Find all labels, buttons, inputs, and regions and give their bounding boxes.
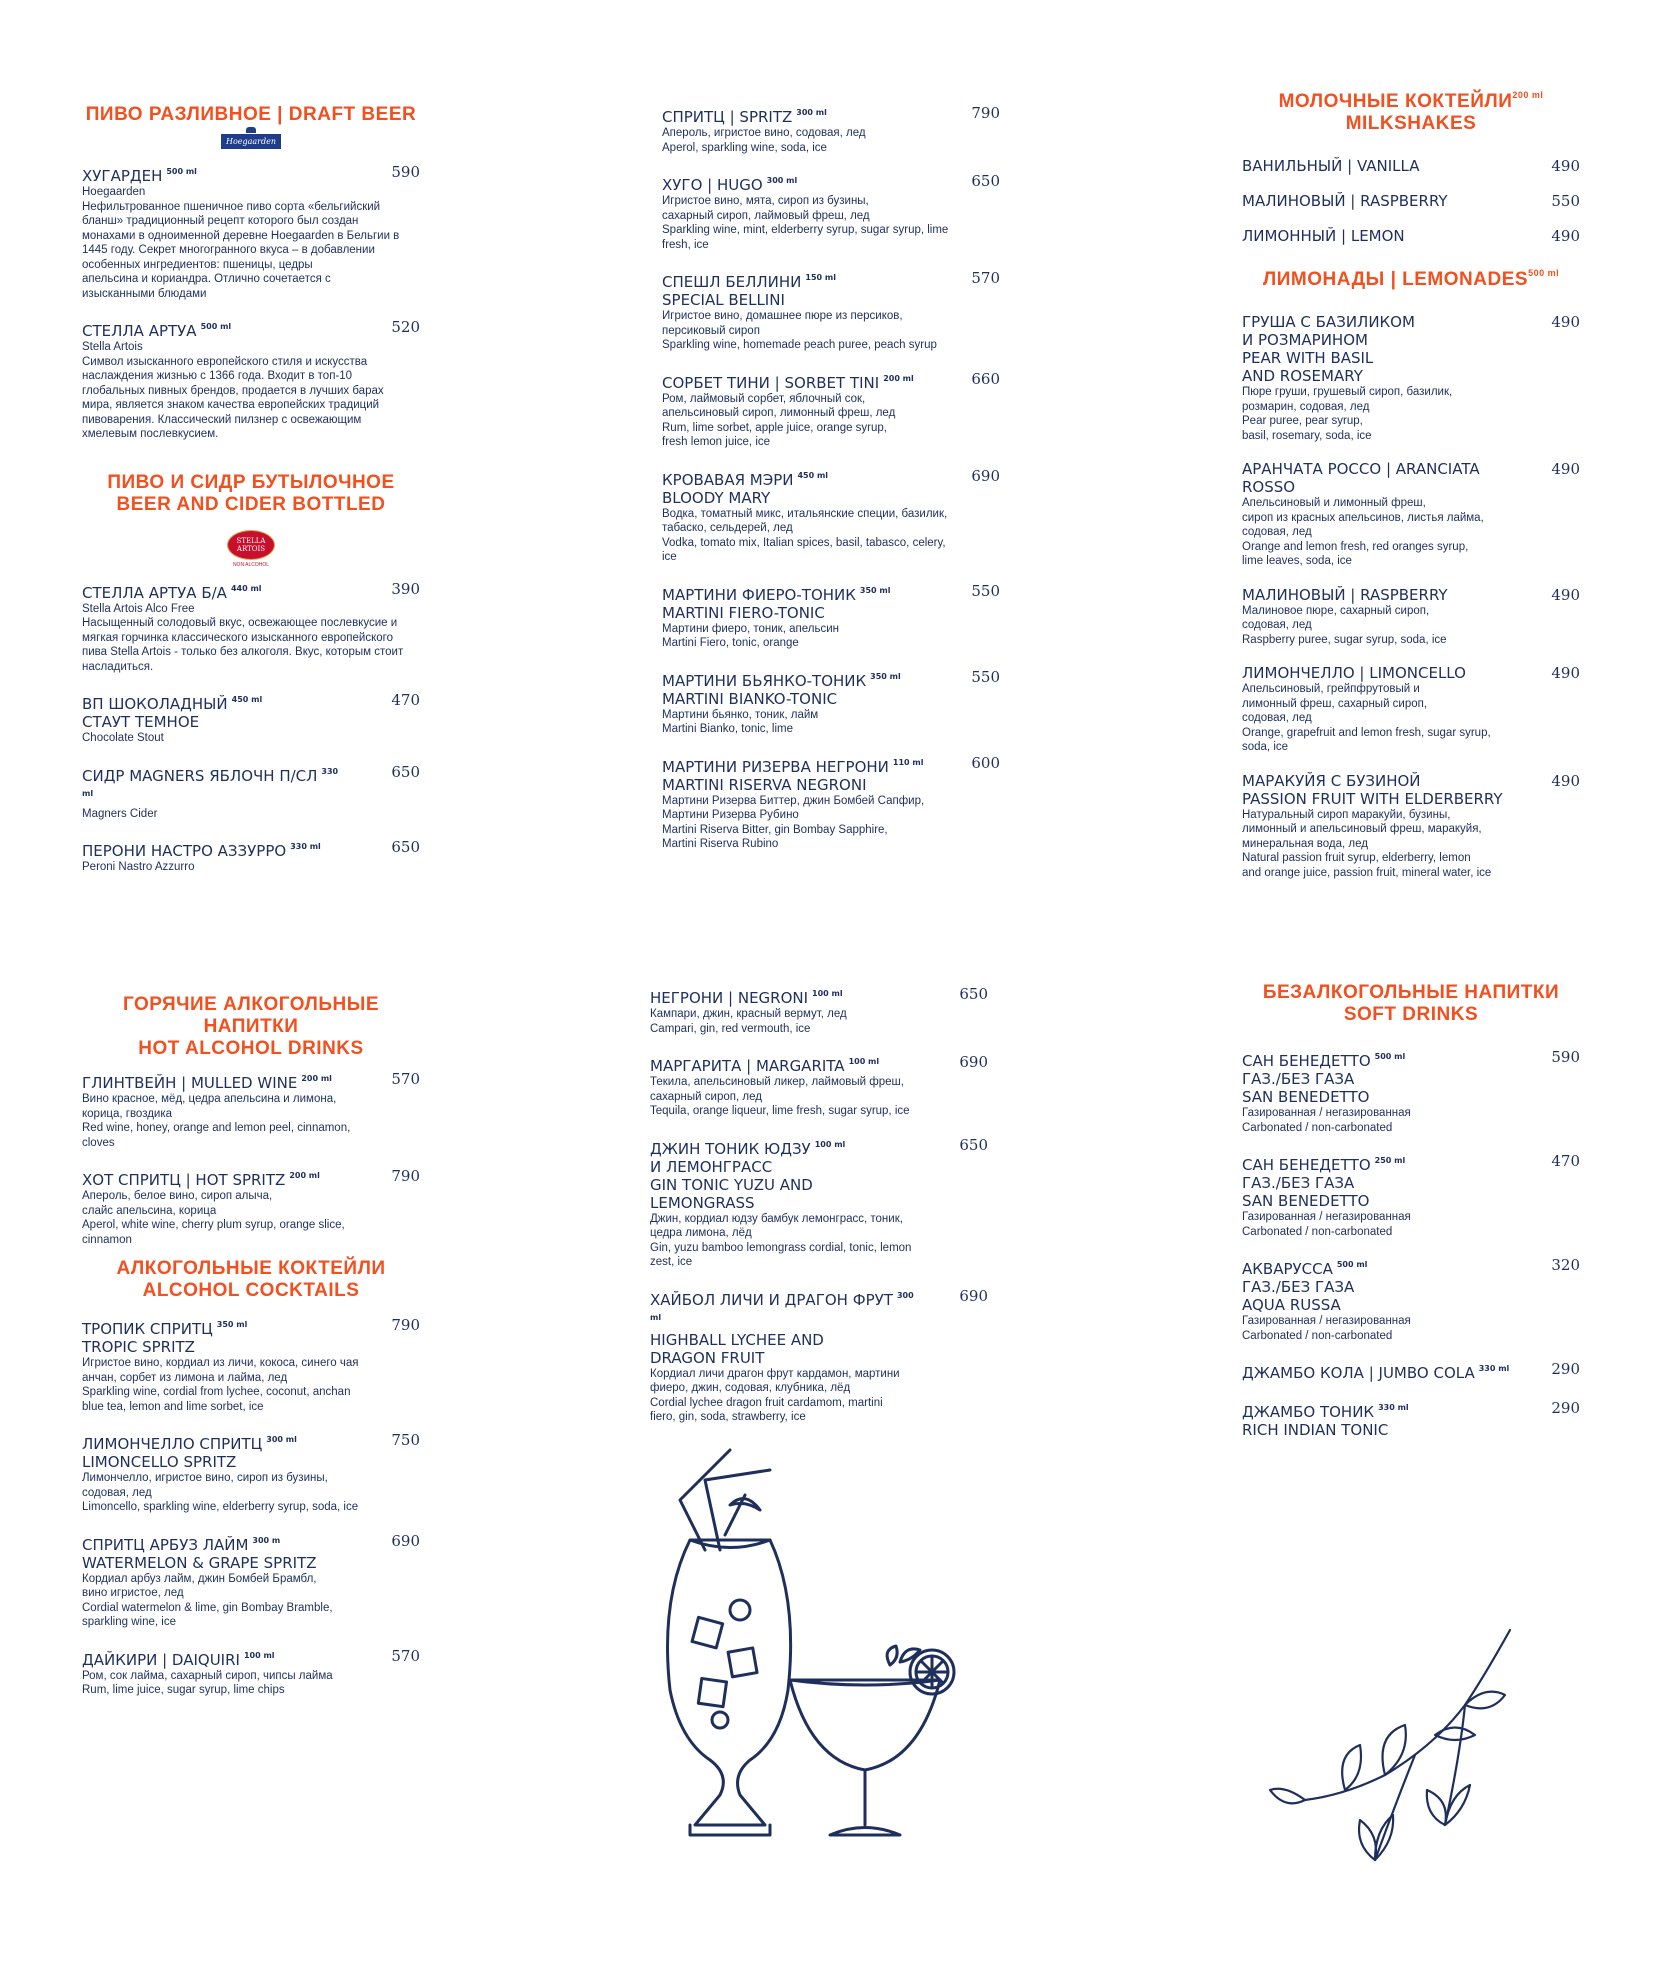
menu-item — [82, 838, 420, 875]
item-price: 520 — [391, 318, 420, 336]
item-description: Ром, сок лайма, сахарный сироп, чипсы лайма Rum, lime juice, sugar syrup, lime chips — [82, 1669, 333, 1696]
item-price: 550 — [971, 581, 1000, 600]
item-name: АКВАРУССА $^{500 ml}$ ГАЗ./БЕЗ ГАЗА AQUA RUSSA — [1242, 1260, 1368, 1314]
menu-item — [1242, 1152, 1580, 1239]
item-name: СОРБЕТ ТИНИ | SORBET TINI $^{200 ml}$ — [662, 373, 914, 392]
item-volume: 250 ml — [1374, 1156, 1406, 1165]
item-volume: 300 ml — [796, 108, 827, 117]
menu-item — [662, 467, 1000, 565]
milkshakes-list — [1242, 157, 1580, 245]
item-description: Водка, томатный микс, итальянские специи, базилик, табаско, сельдерей, лед Vodka, tomato mix, Italian spices, basil, tabasco, celery, ice — [662, 507, 948, 563]
item-price: 550 — [971, 667, 1000, 686]
item-name: СТЕЛЛА АРТУА $^{500 ml}$ — [82, 322, 232, 340]
menu-item — [650, 1136, 988, 1270]
menu-item — [662, 104, 1000, 155]
item-price: 570 — [391, 1070, 420, 1088]
item-volume: 350 ml — [216, 1320, 248, 1329]
item-description: Пюре груши, грушевый сироп, базилик, розмарин, содовая, лед Pear puree, pear syrup, basil, rosemary, soda, ice — [1242, 386, 1453, 442]
menu-item — [82, 580, 420, 675]
menu-item — [82, 1167, 420, 1247]
item-description: Peroni Nastro Azzurro — [82, 861, 195, 873]
column-milkshakes-lemonades — [1242, 84, 1580, 897]
menu-item — [82, 1316, 420, 1414]
item-name: ХАЙБОЛ ЛИЧИ И ДРАГОН ФРУТ $^{300 ml}$ HIGHBALL LYCHEE AND DRAGON FRUIT — [650, 1290, 914, 1367]
item-volume: 100 ml — [243, 1650, 275, 1660]
item-price: 790 — [391, 1316, 420, 1334]
column-draft-beer — [82, 104, 420, 892]
item-description: Апельсиновый, грейпфрутовый и лимонный фреш, сахарный сироп, содовая, лед Orange, grapefruit and lemon fresh, sugar syrup, soda, ice — [1242, 683, 1491, 753]
menu-item — [82, 318, 420, 442]
item-name: НЕГРОНИ | NEGRONI $^{100 ml}$ — [650, 989, 843, 1007]
menu-item — [1242, 460, 1580, 569]
item-price: 570 — [971, 269, 1000, 287]
item-volume: 330 ml — [82, 766, 339, 798]
menu-item — [1242, 227, 1580, 245]
item-price: 650 — [971, 172, 1000, 190]
item-volume: 330 ml — [1378, 1403, 1409, 1412]
item-price: 650 — [959, 985, 988, 1003]
item-name: ВП ШОКОЛАДНЫЙ $^{450 ml}$ СТАУТ ТЕМНОЕ — [82, 695, 263, 731]
item-name: МАРАКУЙЯ С БУЗИНОЙ PASSION FRUIT WITH ELDERBERRY — [1242, 771, 1503, 808]
lemonades-list — [1242, 313, 1580, 880]
item-volume: 330 ml — [290, 842, 321, 851]
item-price: 650 — [391, 838, 420, 856]
item-description: Magners Cider — [82, 807, 158, 820]
menu-item — [1242, 1360, 1580, 1382]
menu-item — [1242, 664, 1580, 755]
item-volume: 200 ml — [883, 373, 914, 383]
item-price: 490 — [1551, 460, 1580, 478]
item-price: 600 — [971, 753, 1000, 772]
section-title-draft-beer: ПИВО РАЗЛИВНОЕ | DRAFT BEER — [85, 104, 417, 125]
item-name: МАРГАРИТА | MARGARITA $^{100 ml}$ — [650, 1057, 880, 1075]
item-price: 390 — [391, 579, 420, 598]
item-description: Кордиал арбуз лайм, джин Бомбей Брамбл, вино игристое, лед Cordial watermelon & lime, gin Bombay Bramble, sparkling wine, ice — [82, 1572, 333, 1628]
item-name: ЛИМОНЧЕЛЛО | LIMONCELLO — [1242, 664, 1466, 682]
item-volume: 500 ml — [200, 322, 232, 331]
item-price: 490 — [1551, 227, 1580, 245]
section-title-alcohol-cocktails: АЛКОГОЛЬНЫЕ КОКТЕЙЛИ ALCOHOL COCKTAILS — [116, 1258, 386, 1301]
item-volume: 300 m — [252, 1535, 281, 1545]
item-description: Газированная / негазированная Carbonated / non-carbonated — [1242, 1107, 1411, 1134]
item-volume: 100 ml — [848, 1057, 880, 1066]
item-description: Ром, лаймовый сорбет, яблочный сок, апельсиновый сироп, лимонный фреш, лед Rum, lime sorbet, apple juice, orange syrup, fresh lemon juice, ice — [662, 392, 896, 448]
item-volume: 200 ml — [301, 1074, 332, 1083]
item-price: 750 — [391, 1431, 420, 1449]
section-title-hot-alcohol: ГОРЯЧИЕ АЛКОГОЛЬНЫЕ НАПИТКИ HOT ALCOHOL DRINKS — [122, 994, 380, 1059]
item-volume: 350 ml — [859, 585, 891, 595]
section-title-lemonades: ЛИМОНАДЫ | $LEMONADES^{500 ml}$ — [1262, 268, 1560, 290]
item-description: Hoegaarden Нефильтрованное пшеничное пиво сорта «бельгийский бланш» традиционный рецепт которого был создан монахами в одноименной деревне Hoegaarden в Бельгии в 1445 году. Секрет многогранного вкуса – в добавлении особенных ингредиентов: пшеницы, цедры апельсина и кориандра. Отлично сочетается с изысканными блюдами — [82, 186, 400, 300]
item-description: Апероль, игристое вино, содовая, лед Aperol, sparkling wine, soda, ice — [662, 127, 866, 154]
menu-item — [662, 582, 1000, 651]
item-description: Газированная / негазированная Carbonated / non-carbonated — [1242, 1315, 1411, 1342]
item-price: 490 — [1551, 585, 1580, 604]
item-name: ХУГАРДЕН $^{500 ml}$ — [82, 167, 197, 185]
item-description: Stella Artois Alco Free Насыщенный солодовый вкус, освежающее послевкусие и мягкая горчинка классического изысканного европейского пива Stella Artois - только без алкоголя. Вкус, которым стоит насладиться. — [82, 602, 404, 673]
menu-item — [1242, 1399, 1580, 1439]
item-description: Stella Artois Символ изысканного европейского стиля и искусства наслаждения жизнью с 1366 года. Входит в топ-10 глобальных пивных брендов, продается в лучших барах мира, является знаком качества европейских традиций пивоварения. Классический пилзнер с освежающим хмелевым послевкусием. — [82, 341, 384, 440]
menu-item — [1242, 772, 1580, 881]
bottled-beer-list — [82, 580, 420, 875]
item-price: 490 — [1551, 157, 1580, 175]
item-description: Игристое вино, домашнее пюре из персиков, персиковый сироп Sparkling wine, homemade peach puree, peach syrup — [662, 310, 937, 351]
menu-item — [662, 668, 1000, 737]
menu-item — [650, 985, 988, 1036]
item-price: 650 — [959, 1135, 988, 1154]
item-name: ГЛИНТВЕЙН | MULLED WINE $^{200 ml}$ — [82, 1074, 332, 1092]
item-volume: 300 ml — [266, 1435, 297, 1444]
item-description: Мартини фиеро, тоник, апельсин Martini Fiero, tonic, orange — [662, 622, 839, 649]
menu-item — [82, 1532, 420, 1630]
item-description: Мартини бьянко, тоник, лайм Martini Bianko, tonic, lime — [662, 708, 819, 735]
column-cocktails-2 — [650, 985, 988, 1442]
cocktails-list-1 — [662, 104, 1000, 852]
item-volume: 450 ml — [231, 695, 263, 704]
menu-item — [662, 754, 1000, 852]
item-name: ХУГО | HUGO $^{300 ml}$ — [662, 176, 798, 194]
item-price: 660 — [971, 369, 1000, 388]
menu-item — [662, 172, 1000, 252]
item-name: СТЕЛЛА АРТУА Б/А $^{440 ml}$ — [82, 583, 262, 602]
item-name: СПЕШЛ БЕЛЛИНИ $^{150 ml}$ SPECIAL BELLINI — [662, 273, 836, 309]
hot-alcohol-list — [82, 1070, 420, 1247]
menu-item — [82, 1647, 420, 1698]
item-name: МАРТИНИ ФИЕРО-ТОНИК $^{350 ml}$ MARTINI FIERO-TONIC — [662, 585, 891, 622]
menu-item — [1242, 1256, 1580, 1343]
menu-item — [82, 763, 420, 822]
soft-drinks-list — [1242, 1048, 1580, 1439]
item-description: Джин, кордиал юдзу бамбук лемонграсс, тоник, цедра лимона, лёд Gin, yuzu bamboo lemongrass cordial, tonic, lemon zest, ice — [650, 1212, 912, 1268]
draft-beer-list — [82, 163, 420, 442]
item-price: 570 — [391, 1646, 420, 1665]
item-name: СИДР MAGNERS ЯБЛОЧН П/СЛ $^{330 ml}$ — [82, 766, 339, 798]
item-volume: 450 ml — [797, 470, 829, 480]
item-description: Вино красное, мёд, цедра апельсина и лимона, корица, гвоздика Red wine, honey, orange and lemon peel, cinnamon, cloves — [82, 1093, 351, 1149]
menu-item — [1242, 157, 1580, 175]
menu-item — [1242, 586, 1580, 648]
item-name: МАРТИНИ РИЗЕРВА НЕГРОНИ $^{110 ml}$ MARTINI RISERVA NEGRONI — [662, 757, 924, 794]
item-description: Газированная / негазированная Carbonated / non-carbonated — [1242, 1211, 1411, 1238]
item-price: 590 — [1551, 1048, 1580, 1066]
item-description: Натуральный сироп маракуйи, бузины, лимонный и апельсиновый фреш, маракуйя, минеральная вода, лед Natural passion fruit syrup, elderberry, lemon and orange juice, passion fruit, mineral water, ice — [1242, 808, 1492, 879]
branch-illustration — [1265, 1625, 1515, 1875]
item-description: Игристое вино, кордиал из личи, кокоса, синего чая анчан, сорбет из лимона и лайма, лед Sparkling wine, cordial from lychee, coconut, anchan blue tea, lemon and lime sorbet, ice — [82, 1357, 359, 1413]
item-volume: 200 ml — [289, 1171, 320, 1180]
item-name: ВАНИЛЬНЫЙ | VANILLA — [1242, 157, 1420, 175]
menu-item — [662, 370, 1000, 450]
item-description: Кампари, джин, красный вермут, лед Campari, gin, red vermouth, ice — [650, 1008, 847, 1035]
menu-item — [1242, 192, 1580, 210]
item-name: ДЖИН ТОНИК ЮДЗУ $^{100 ml}$ И ЛЕМОНГРАСС GIN TONIC YUZU AND LEMONGRASS — [650, 1139, 846, 1212]
item-description: Апероль, белое вино, сироп алыча, слайс апельсина, корица Aperol, white wine, cherry plum syrup, orange slice, cinnamon — [82, 1190, 345, 1246]
item-description: Малиновое пюре, сахарный сироп, содовая, лед Raspberry puree, sugar syrup, soda, ice — [1242, 604, 1447, 646]
column-hot-alcohol — [82, 994, 420, 1715]
cocktail-glasses-illustration — [650, 1440, 1010, 1850]
menu-item — [662, 269, 1000, 353]
item-name: СПРИТЦ | SPRITZ $^{300 ml}$ — [662, 108, 827, 126]
item-volume: 100 ml — [814, 1139, 846, 1149]
section-title-milkshakes: МОЛОЧНЫЕ $КОКТЕЙЛИ^{200 ml}$ MILKSHAKES — [1278, 90, 1544, 134]
item-price: 290 — [1551, 1360, 1580, 1378]
menu-item — [650, 1053, 988, 1119]
menu-item — [82, 1431, 420, 1515]
item-price: 790 — [971, 104, 1000, 122]
item-volume: 500 ml — [1336, 1260, 1368, 1269]
item-volume: 500 ml — [1374, 1052, 1406, 1061]
item-price: 490 — [1551, 313, 1580, 331]
item-volume: 300 ml — [766, 176, 798, 185]
item-name: САН БЕНЕДЕТТО $^{500 ml}$ ГАЗ./БЕЗ ГАЗА SAN BENEDETTO — [1242, 1052, 1406, 1106]
item-price: 470 — [391, 691, 420, 709]
item-name: МАЛИНОВЫЙ | RASPBERRY — [1242, 192, 1448, 210]
item-price: 690 — [391, 1531, 420, 1550]
item-description: Игристое вино, мята, сироп из бузины, сахарный сироп, лаймовый фреш, лед Sparkling wine, mint, elderberry syrup, sugar syrup, lime fresh, ice — [662, 195, 949, 251]
column-soft-drinks — [1242, 982, 1580, 1456]
item-description: Chocolate Stout — [82, 732, 164, 744]
item-name: ДЖАМБО КОЛА | JUMBO COLA $^{330 ml}$ — [1242, 1364, 1510, 1382]
item-description: Апельсиновый и лимонный фреш, сироп из красных апельсинов, листья лайма, содовая, лед Orange and lemon fresh, red oranges syrup, lime leaves, soda, ice — [1242, 497, 1484, 567]
item-volume: 110 ml — [892, 757, 924, 767]
item-name: ПЕРОНИ НАСТРО АЗЗУРРО $^{330 ml}$ — [82, 842, 321, 860]
item-description: Мартини Ризерва Биттер, джин Бомбей Сапфир, Мартини Ризерва Рубино Martini Riserva Bitter, gin Bombay Sapphire, Martini Riserva Rubino — [662, 794, 925, 850]
item-name: МАРТИНИ БЬЯНКО-ТОНИК $^{350 ml}$ MARTINI BIANKO-TONIC — [662, 671, 901, 708]
hoegaarden-logo: Hoegaarden — [221, 134, 281, 149]
item-name: КРОВАВАЯ МЭРИ $^{450 ml}$ BLOODY MARY — [662, 470, 829, 507]
item-volume: 440 ml — [230, 583, 262, 593]
menu-item — [650, 1287, 988, 1425]
item-price: 650 — [391, 762, 420, 781]
item-volume: 500 ml — [166, 167, 197, 176]
alcohol-cocktails-list — [82, 1316, 420, 1698]
item-volume: 300 ml — [650, 1290, 914, 1322]
item-price: 550 — [1551, 192, 1580, 210]
item-price: 490 — [1551, 771, 1580, 790]
item-volume: 350 ml — [870, 671, 901, 681]
menu-item — [82, 691, 420, 746]
item-volume: 100 ml — [812, 989, 843, 998]
item-description: Лимончелло, игристое вино, сироп из бузины, содовая, лед Limoncello, sparkling wine, elderberry syrup, soda, ice — [82, 1472, 359, 1513]
item-description: Текила, апельсиновый ликер, лаймовый фреш, сахарный сироп, лед Tequila, orange liqueur, lime fresh, sugar syrup, ice — [650, 1076, 910, 1117]
item-volume: 150 ml — [805, 273, 836, 282]
item-name: АРАНЧАТА РОССО | ARANCIATA ROSSO — [1242, 460, 1480, 496]
cocktails-list-2 — [650, 985, 988, 1425]
item-price: 290 — [1551, 1399, 1580, 1417]
item-name: ЛИМОНЧЕЛЛО СПРИТЦ $^{300 ml}$ LIMONCELLO SPRITZ — [82, 1435, 297, 1471]
item-price: 790 — [391, 1167, 420, 1185]
menu-item — [1242, 313, 1580, 443]
column-cocktails-1 — [662, 104, 1000, 869]
section-title-soft-drinks: БЕЗАЛКОГОЛЬНЫЕ НАПИТКИ SOFT DRINKS — [1262, 982, 1560, 1025]
item-name: ЛИМОННЫЙ | LEMON — [1242, 227, 1405, 245]
stella-artois-logo: STELLA ARTOIS NON ALCOHOL — [226, 524, 276, 566]
item-name: МАЛИНОВЫЙ | RASPBERRY — [1242, 585, 1448, 604]
menu-item — [82, 163, 420, 301]
item-price: 690 — [959, 1286, 988, 1305]
item-name: СПРИТЦ АРБУЗ ЛАЙМ $^{300 m}$ WATERMELON & GRAPE SPRITZ — [82, 1535, 317, 1572]
menu-item — [1242, 1048, 1580, 1135]
item-volume: 330 ml — [1478, 1364, 1510, 1373]
section-title-bottled: ПИВО И СИДР БУТЫЛОЧНОЕ BEER AND CIDER BOTTLED — [107, 471, 395, 515]
item-price: 690 — [959, 1053, 988, 1071]
menu-item — [82, 1070, 420, 1150]
item-price: 490 — [1551, 664, 1580, 682]
item-name: ХОТ СПРИТЦ | HOT SPRITZ $^{200 ml}$ — [82, 1171, 320, 1189]
item-name: ДЖАМБО ТОНИК $^{330 ml}$ RICH INDIAN TONIC — [1242, 1403, 1409, 1439]
item-name: ДАЙКИРИ | DAIQUIRI $^{100 ml}$ — [82, 1650, 275, 1669]
item-price: 320 — [1551, 1256, 1580, 1274]
item-description: Кордиал личи драгон фрут кардамон, мартини фиеро, джин, содовая, клубника, лёд Cordial lychee dragon fruit cardamom, martini fiero, gin, soda, strawberry, ice — [650, 1367, 900, 1423]
item-price: 470 — [1551, 1152, 1580, 1170]
item-name: ГРУША С БАЗИЛИКОМ И РОЗМАРИНОМ PEAR WITH BASIL AND ROSEMARY — [1242, 313, 1415, 385]
item-name: САН БЕНЕДЕТТО $^{250 ml}$ ГАЗ./БЕЗ ГАЗА SAN BENEDETTO — [1242, 1156, 1406, 1210]
item-price: 690 — [971, 466, 1000, 485]
item-price: 590 — [391, 163, 420, 181]
item-name: ТРОПИК СПРИТЦ $^{350 ml}$ TROPIC SPRITZ — [82, 1320, 248, 1356]
